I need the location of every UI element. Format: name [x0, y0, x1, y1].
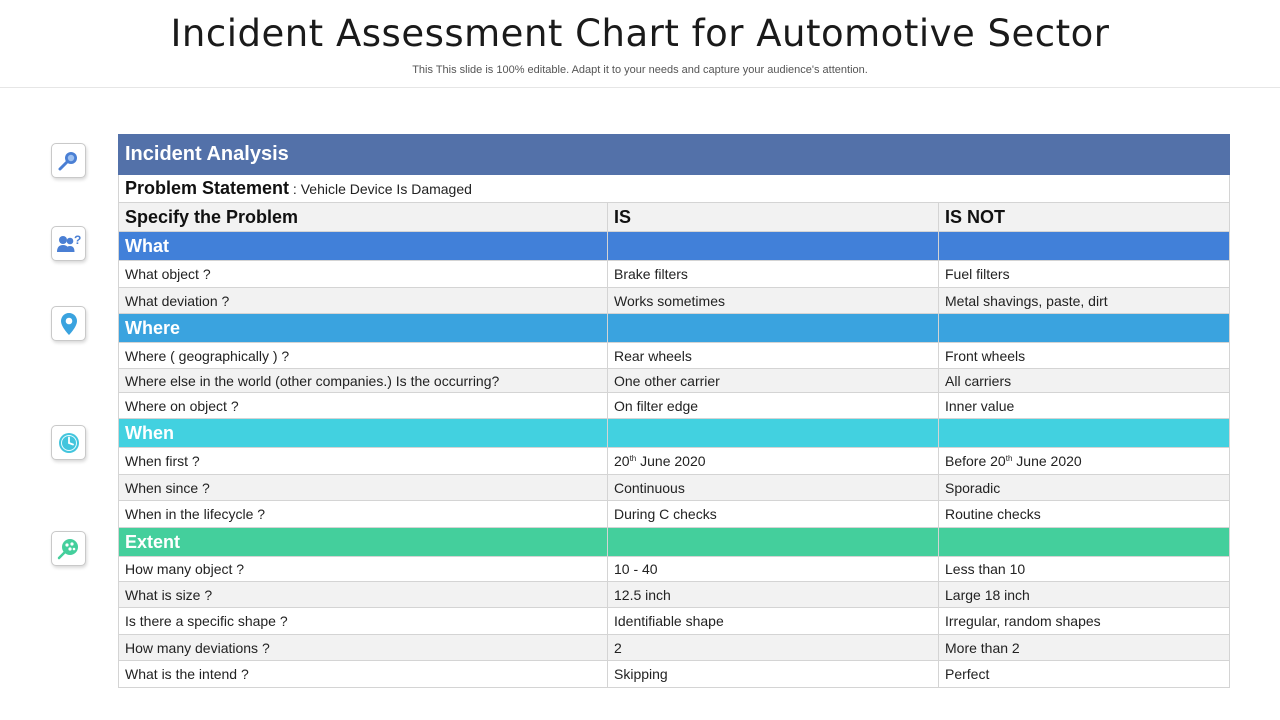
is-not-cell: Fuel filters — [939, 261, 1230, 288]
is-cell: Brake filters — [608, 261, 939, 288]
title-divider — [0, 87, 1280, 88]
question-cell: What is the intend ? — [119, 661, 608, 688]
section-label: Extent — [119, 528, 608, 557]
user-question-icon — [51, 226, 86, 261]
is-not-cell: All carriers — [939, 369, 1230, 393]
table-row — [119, 582, 1230, 608]
is-not-cell: Irregular, random shapes — [939, 608, 1230, 635]
section-fill — [608, 528, 939, 557]
table-row — [119, 608, 1230, 635]
is-cell: 12.5 inch — [608, 582, 939, 608]
is-not-cell: Inner value — [939, 393, 1230, 419]
is-not-cell: Metal shavings, paste, dirt — [939, 288, 1230, 314]
is-not-cell — [939, 448, 1230, 475]
magnifier-icon — [51, 143, 86, 178]
column-header-row — [119, 203, 1230, 232]
is-not-cell: Large 18 inch — [939, 582, 1230, 608]
section-label: Where — [119, 314, 608, 343]
question-cell: How many deviations ? — [119, 635, 608, 661]
is-cell: On filter edge — [608, 393, 939, 419]
page-title: Incident Assessment Chart for Automotive Sector — [170, 12, 1110, 55]
problem-statement-cell — [119, 175, 1230, 203]
problem-statement-separator: : — [289, 181, 301, 197]
question-cell: Where on object ? — [119, 393, 608, 419]
table-row — [119, 288, 1230, 314]
column-header-is-not: IS NOT — [939, 203, 1230, 232]
is-cell: Continuous — [608, 475, 939, 501]
question-cell: When first ? — [119, 448, 608, 475]
is-not-cell: Routine checks — [939, 501, 1230, 528]
table-row — [119, 393, 1230, 419]
table-row — [119, 343, 1230, 369]
problem-statement-row — [119, 175, 1230, 203]
table-row — [119, 448, 1230, 475]
table-row — [119, 475, 1230, 501]
table-row — [119, 661, 1230, 688]
section-fill — [608, 232, 939, 261]
date-rest: June 2020 — [636, 453, 706, 469]
section-fill — [608, 314, 939, 343]
section-fill — [608, 419, 939, 448]
is-not-cell: Perfect — [939, 661, 1230, 688]
table-banner: Incident Analysis — [119, 135, 1230, 175]
section-where — [119, 314, 1230, 343]
section-when — [119, 419, 1230, 448]
is-not-cell: Less than 10 — [939, 557, 1230, 582]
page-subtitle: This This slide is 100% editable. Adapt it to your needs and capture your audience's attention. — [412, 64, 868, 76]
question-cell: How many object ? — [119, 557, 608, 582]
is-cell: Skipping — [608, 661, 939, 688]
question-cell: What object ? — [119, 261, 608, 288]
table-row — [119, 369, 1230, 393]
question-cell: What is size ? — [119, 582, 608, 608]
problem-statement-label: Problem Statement — [125, 178, 290, 198]
is-cell: One other carrier — [608, 369, 939, 393]
table-banner-row — [119, 135, 1230, 175]
section-fill — [939, 232, 1230, 261]
section-fill — [939, 528, 1230, 557]
date-rest: June 2020 — [1012, 453, 1082, 469]
is-cell: Works sometimes — [608, 288, 939, 314]
date-day: 20 — [614, 453, 630, 469]
column-header-is: IS — [608, 203, 939, 232]
is-cell — [608, 448, 939, 475]
incident-analysis-table — [118, 134, 1230, 688]
question-cell: When since ? — [119, 475, 608, 501]
is-cell: 10 - 40 — [608, 557, 939, 582]
is-cell: During C checks — [608, 501, 939, 528]
table-row — [119, 557, 1230, 582]
problem-statement-value: Vehicle Device Is Damaged — [300, 181, 472, 197]
table-row — [119, 261, 1230, 288]
clock-icon — [51, 425, 86, 460]
section-what — [119, 232, 1230, 261]
is-cell: Rear wheels — [608, 343, 939, 369]
svg-text:?: ? — [73, 232, 81, 247]
question-cell: Is there a specific shape ? — [119, 608, 608, 635]
is-cell: 2 — [608, 635, 939, 661]
date-day: Before 20 — [945, 453, 1006, 469]
is-cell: Identifiable shape — [608, 608, 939, 635]
question-cell: What deviation ? — [119, 288, 608, 314]
is-not-cell: More than 2 — [939, 635, 1230, 661]
table-row — [119, 501, 1230, 528]
location-pin-icon — [51, 306, 86, 341]
column-header-problem: Specify the Problem — [119, 203, 608, 232]
table-row — [119, 635, 1230, 661]
section-extent — [119, 528, 1230, 557]
section-fill — [939, 419, 1230, 448]
is-not-cell: Sporadic — [939, 475, 1230, 501]
question-cell: When in the lifecycle ? — [119, 501, 608, 528]
section-label: What — [119, 232, 608, 261]
date-suffix: th — [1005, 454, 1013, 463]
date-suffix: th — [629, 454, 637, 463]
question-cell: Where ( geographically ) ? — [119, 343, 608, 369]
section-fill — [939, 314, 1230, 343]
is-not-cell: Front wheels — [939, 343, 1230, 369]
section-label: When — [119, 419, 608, 448]
globe-search-icon — [51, 531, 86, 566]
question-cell: Where else in the world (other companies.) Is the occurring? — [119, 369, 608, 393]
